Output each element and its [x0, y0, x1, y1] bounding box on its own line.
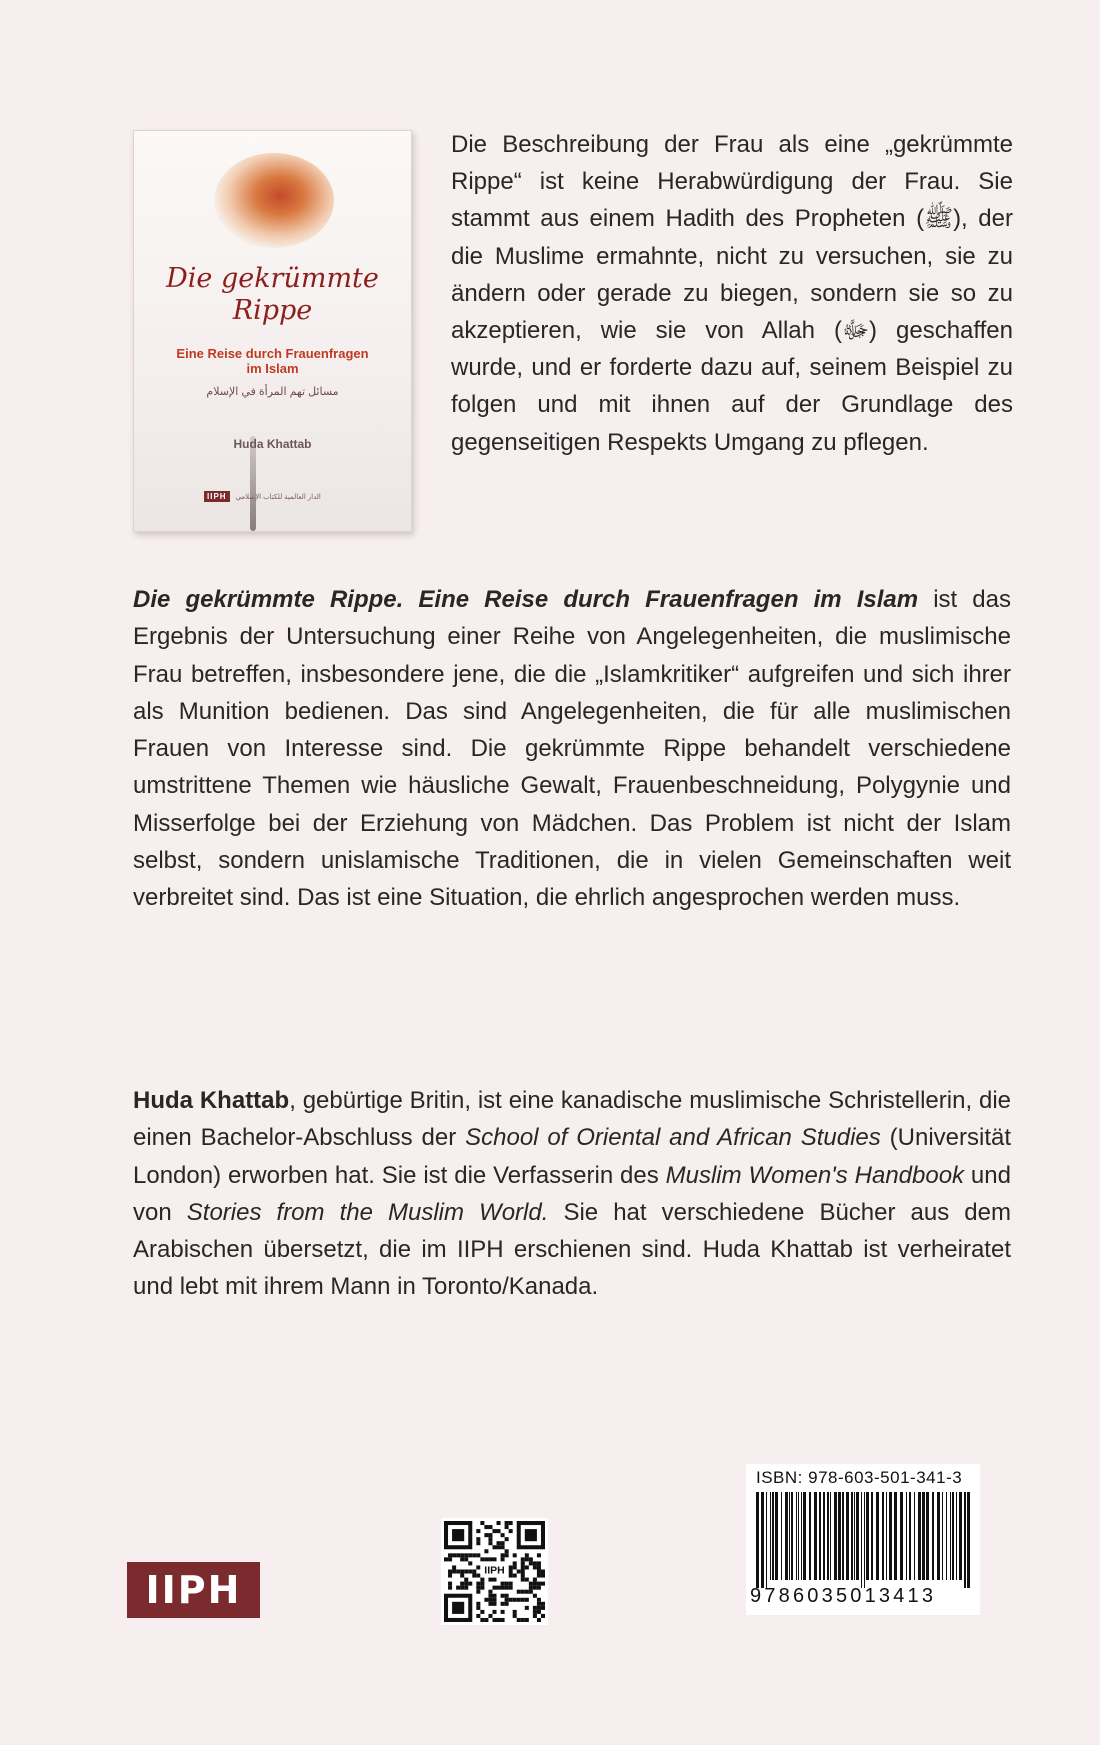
bio-part2: (Universität London) erworben hat. Sie ist die Verfasserin des	[133, 1124, 1012, 1189]
thumbnail-subtitle-line2: im Islam	[246, 361, 299, 376]
thumbnail-publisher-logo: IIPH	[204, 491, 230, 502]
thumbnail-publisher-arabic: الدار العالمية للكتاب الإسلامي	[235, 493, 321, 501]
isbn-barcode	[746, 1464, 980, 1615]
description-book-title: Die gekrümmte Rippe. Eine Reise durch Frauenfragen im Islam	[133, 586, 919, 613]
bio-school: School of Oriental and African Studies	[465, 1124, 881, 1152]
bio-part3: und von	[133, 1161, 1011, 1226]
thumbnail-arabic-subtitle: مسائل تهم المرأة في الإسلام	[206, 386, 339, 398]
barcode-digits: 9786035013413	[750, 1585, 937, 1607]
thumbnail-subtitle-line1: Eine Reise durch Frauenfragen	[176, 346, 369, 361]
qr-code-icon	[444, 1521, 545, 1622]
thumbnail-title-line2: Rippe	[232, 295, 313, 326]
author-name: Huda Khattab	[133, 1087, 290, 1114]
bio-part4: Sie hat verschiedene Bücher aus dem Arabischen übersetzt, die im IIPH erschienen sind. Huda Khattab ist verheiratet und lebt mit ihrem Mann in Toronto/Kanada.	[133, 1198, 1011, 1301]
thumbnail-subtitle	[134, 346, 411, 376]
author-bio-paragraph	[133, 1082, 1011, 1306]
publisher-logo: IIPH	[127, 1562, 260, 1618]
description-text: ist das Ergebnis der Untersuchung einer Reihe von Angelegenheiten, die muslimische Frau betreffen, insbesondere jene, die die „Islamkritiker“ aufgreifen und sich ihrer als Munition bedienen. Das sind Angelegenheiten, die für alle muslimischen Frauen von Interesse sind. Die gekrümmte Rippe behandelt verschiedene umstrittene Themen wie häusliche Gewalt, Frauenbeschneidung, Polygynie und Misserfolge bei der Erziehung von Mädchen. Das Problem ist nicht der Islam selbst, sondern unislamische Traditionen, die in vielen Gemeinschaften weit verbreitet sind. Das ist eine Situation, die ehrlich angesprochen werden muss.	[133, 586, 1011, 912]
description-paragraph	[133, 581, 1011, 917]
qr-code	[441, 1518, 548, 1625]
bio-part1: , gebürtige Britin, ist eine kanadische muslimische Schristellerin, die einen Bachelor-Abschluss der	[133, 1087, 1012, 1152]
intro-paragraph: Die Beschreibung der Frau als eine „gekrümmte Rippe“ ist keine Herabwürdigung der Frau. Sie stammt aus einem Hadith des Propheten (ﷺ), der die Muslime ermahnte, nicht zu versuchen, sie zu ändern oder gerade zu biegen, sondern sie so zu akzeptieren, wie sie von Allah (ﷻ) geschaffen wurde, und er forderte dazu auf, seinem Beispiel zu folgen und mit ihnen auf der Grundlage des gegenseitigen Respekts Umgang zu pflegen.	[451, 131, 1013, 456]
bio-book2: Stories from the Muslim World.	[186, 1198, 549, 1226]
thumbnail-publisher	[204, 491, 321, 502]
thumbnail-title-line1: Die gekrümmte	[166, 263, 379, 294]
flower-image	[214, 153, 334, 248]
isbn-label: ISBN: 978-603-501-341-3	[756, 1468, 963, 1487]
bio-book1: Muslim Women's Handbook	[665, 1161, 965, 1189]
thumbnail-author: Huda Khattab	[233, 437, 312, 451]
book-cover-thumbnail	[133, 130, 412, 532]
thumbnail-title	[134, 263, 411, 327]
barcode-icon	[754, 1492, 972, 1588]
qr-center-label: IIPH	[484, 1564, 505, 1577]
